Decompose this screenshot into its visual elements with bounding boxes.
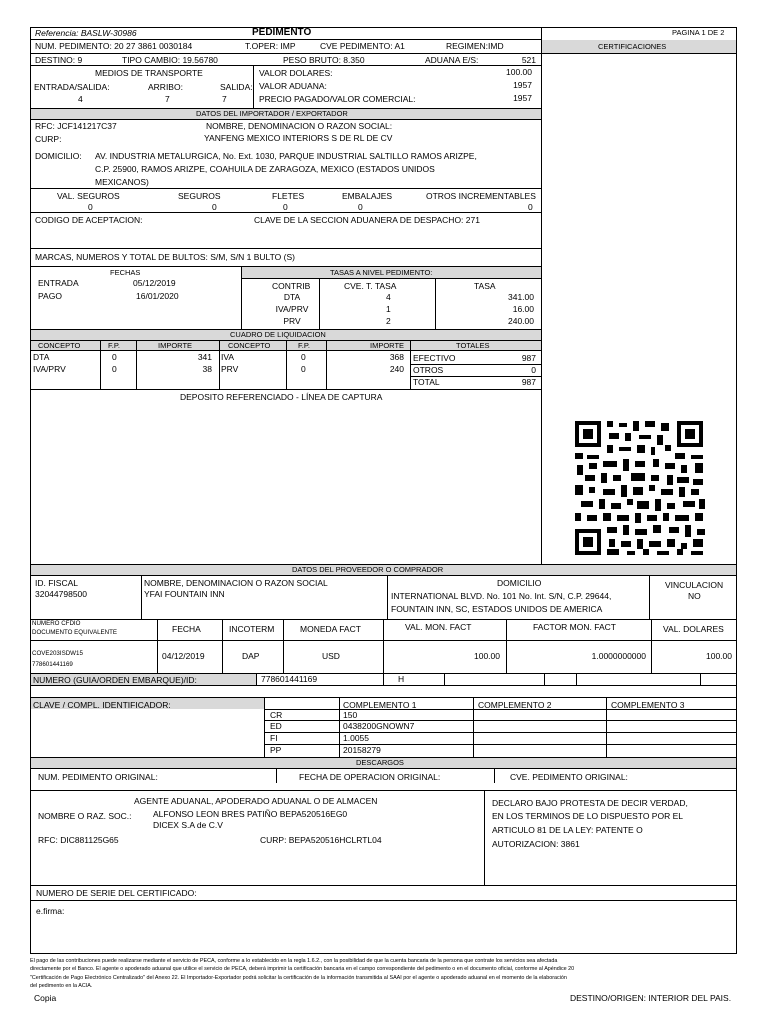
divider: [30, 119, 541, 120]
divider: [30, 900, 737, 901]
liq-h-totales: TOTALES: [456, 341, 490, 350]
tipo-cambio: TIPO CAMBIO: 19.56780: [122, 55, 218, 65]
agente-nombre-label: NOMBRE O RAZ. SOC.:: [38, 811, 132, 821]
divider: [222, 619, 223, 673]
marcas-bultos: MARCAS, NUMEROS Y TOTAL DE BULTOS: S/M, S/N 1 BULTO (S): [35, 252, 295, 262]
liq-h-fp-1: F.P.: [108, 341, 120, 350]
divider: [544, 673, 545, 685]
declaro-line-3: ARTICULO 81 DE LA LEY: PATENTE O: [492, 825, 643, 835]
complemento-3-header: COMPLEMENTO 3: [611, 700, 685, 710]
declaro-line-2: EN LOS TERMINOS DE LO DISPUESTO POR EL: [492, 811, 683, 821]
agente-rfc: RFC: DIC881125G65: [38, 835, 119, 845]
divider: [387, 575, 388, 620]
proveedor-nombre: YFAI FOUNTAIN INN: [144, 589, 225, 599]
liq-importe: 341: [197, 352, 212, 362]
divider: [219, 340, 220, 389]
fecha-value: 04/12/2019: [162, 651, 205, 661]
guia-label: NUMERO (GUIA/ORDEN EMBARQUE)/ID:: [33, 675, 197, 685]
id-fiscal: 32044798500: [35, 589, 88, 599]
fletes-value: 0: [283, 202, 288, 212]
tasas-header-contrib: CONTRIB: [272, 281, 311, 291]
precio-pagado-value: 1957: [513, 93, 532, 103]
liq-fp: 0: [301, 352, 306, 362]
pagina: PAGINA 1 DE 2: [672, 28, 725, 37]
efirma-label: e.firma:: [36, 906, 65, 916]
divider: [649, 575, 650, 620]
numero-serie-certificado: NUMERO DE SERIE DEL CERTIFICADO:: [36, 888, 197, 898]
efectivo-value: 987: [521, 353, 536, 363]
regimen: REGIMEN:IMD: [446, 41, 504, 51]
liq-fp: 0: [112, 364, 117, 374]
liq-h-importe-1: IMPORTE: [158, 341, 193, 350]
valor-dolares-value: 100.00: [506, 67, 532, 77]
divider: [30, 640, 737, 641]
cfdi-header-1: NUMERO CFDIO: [32, 620, 81, 627]
liq-concepto: IVA: [221, 352, 235, 362]
cve-pedimento: CVE PEDIMENTO: A1: [320, 41, 405, 51]
divider: [30, 39, 541, 40]
divider: [30, 575, 737, 576]
guia-tipo: H: [398, 674, 405, 684]
clave-seccion: CLAVE DE LA SECCION ADUANERA DE DESPACHO: 271: [254, 215, 480, 225]
fecha-header: FECHA: [172, 624, 201, 634]
identificador-complemento: 150: [343, 710, 358, 720]
liq-fp: 0: [112, 352, 117, 362]
divider: [241, 278, 541, 279]
divider: [286, 340, 287, 389]
valor-dolares-label: VALOR DOLARES:: [259, 68, 333, 78]
proveedor-title: DATOS DEL PROVEEDOR O COMPRADOR: [292, 565, 444, 574]
cfdi-value-2: 778601441169: [32, 661, 73, 668]
liq-concepto: IVA/PRV: [33, 364, 66, 374]
agente-nombre-1: ALFONSO LEON BRES PATIÑO BEPA520516EG0: [153, 809, 348, 819]
divider: [30, 389, 541, 390]
codigo-aceptacion: CODIGO DE ACEPTACION:: [35, 215, 143, 225]
divider: [283, 619, 284, 673]
fecha-entrada: 05/12/2019: [133, 278, 176, 288]
proveedor-domicilio-1: INTERNATIONAL BLVD. No. 101 No. Int. S/N, C.P. 29644,: [391, 591, 612, 601]
proveedor-domicilio-2: FOUNTAIN INN, SC, ESTADOS UNIDOS DE AMERICA: [391, 604, 603, 614]
otros-value: 0: [531, 365, 536, 375]
cfdi-header-2: DOCUMENTO EQUIVALENTE: [32, 629, 118, 636]
divider: [339, 697, 340, 757]
liq-h-fp-2: F.P.: [298, 341, 310, 350]
importador-title: DATOS DEL IMPORTADOR / EXPORTADOR: [196, 109, 348, 118]
domicilio-label: DOMICILIO:: [35, 151, 82, 161]
agente-nombre-2: DICEX S.A de C.V: [153, 820, 223, 830]
salida-value: 7: [222, 94, 227, 104]
val-mon-header: VAL. MON. FACT: [405, 622, 472, 632]
tasa-cve: 1: [386, 304, 391, 314]
tasa-cve: 2: [386, 316, 391, 326]
deposito-referenciado: DEPOSITO REFERENCIADO - LÍNEA DE CAPTURA: [180, 392, 383, 402]
liq-h-importe-2: IMPORTE: [370, 341, 405, 350]
tasa-value: 240.00: [508, 316, 534, 326]
precio-pagado-label: PRECIO PAGADO/VALOR COMERCIAL:: [259, 94, 416, 104]
importador-nombre: YANFENG MEXICO INTERIORS S DE RL DE CV: [204, 133, 393, 143]
identificador-clave: FI: [270, 733, 278, 743]
identificador-clave: ED: [270, 721, 282, 731]
tasas-header-cve: CVE. T. TASA: [344, 281, 397, 291]
complemento-1-header: COMPLEMENTO 1: [343, 700, 417, 710]
agente-title: AGENTE ADUANAL, APODERADO ADUANAL O DE ALMACEN: [134, 796, 378, 806]
divider: [606, 697, 607, 757]
arribo-value: 7: [165, 94, 170, 104]
legal-line: del pedimento en la ACIA.: [30, 983, 93, 990]
legal-line: directamente por el Banco. El agente o apoderado aduanal que utilice el servicio de PECA, deberá imprimir la certificación bancaria en el campo correspondiente del pedimento o en el documento oficial, conforme al Apéndice 20: [30, 966, 575, 973]
moneda-header: MONEDA FACT: [300, 624, 361, 634]
aduana-value: 521: [521, 55, 536, 65]
divider: [30, 212, 541, 213]
valor-aduana-value: 1957: [513, 80, 532, 90]
tasa-cve: 4: [386, 292, 391, 302]
embalajes-value: 0: [358, 202, 363, 212]
divider: [30, 885, 737, 886]
tasas-header-tasa: TASA: [474, 281, 496, 291]
divider: [136, 340, 137, 389]
otros-label: OTROS: [413, 365, 444, 375]
divider: [141, 575, 142, 620]
incoterm-header: INCOTERM: [229, 624, 275, 634]
divider: [506, 619, 507, 673]
num-pedimento: NUM. PEDIMENTO: 20 27 3861 0030184: [35, 41, 193, 51]
salida-label: SALIDA:: [220, 82, 253, 92]
t-oper: T.OPER: IMP: [245, 41, 296, 51]
entrada-label: ENTRADA: [38, 278, 79, 288]
domicilio-line-2: C.P. 25900, RAMOS ARIZPE, COAHUILA DE ZARAGOZA, MEXICO (ESTADOS UNIDOS: [95, 164, 435, 174]
divider: [473, 697, 474, 757]
identificador-clave: CR: [270, 710, 283, 720]
liq-importe: 368: [389, 352, 404, 362]
factor-value: 1.0000000000: [591, 651, 646, 661]
liq-importe: 38: [202, 364, 212, 374]
divider: [30, 65, 541, 66]
destino: DESTINO: 9: [35, 55, 83, 65]
peso-bruto: PESO BRUTO: 8.350: [283, 55, 365, 65]
arribo-label: ARRIBO:: [148, 82, 183, 92]
entrada-salida-label: ENTRADA/SALIDA:: [34, 82, 110, 92]
val-dolares-header: VAL. DOLARES: [663, 624, 724, 634]
seguros-value: 0: [212, 202, 217, 212]
liq-h-concepto-1: CONCEPTO: [38, 341, 81, 350]
vinculacion-label: VINCULACION: [665, 580, 724, 590]
liq-importe: 240: [389, 364, 404, 374]
val-seguros-label: VAL. SEGUROS: [57, 191, 120, 201]
legal-line: El pago de las contribuciones puede realizarse mediante el servicio de PECA, conforme a lo establecido en la regla 1.6.2., con la posibilidad de que la cuenta bancaria de la persona que contrate los servicios sea afectada: [30, 958, 558, 964]
page-title: PEDIMENTO: [252, 27, 312, 38]
complemento-2-header: COMPLEMENTO 2: [478, 700, 552, 710]
liq-h-concepto-2: CONCEPTO: [228, 341, 271, 350]
liq-fp: 0: [301, 364, 306, 374]
id-fiscal-label: ID. FISCAL: [35, 578, 78, 588]
identificador-clave: PP: [270, 745, 282, 755]
tasa-value: 341.00: [508, 292, 534, 302]
divider: [383, 619, 384, 673]
divider: [484, 790, 485, 885]
divider: [264, 709, 737, 710]
vinculacion-value: NO: [688, 591, 701, 601]
embalajes-label: EMBALAJES: [342, 191, 393, 201]
divider: [651, 619, 652, 673]
valor-aduana-label: VALOR ADUANA:: [259, 81, 327, 91]
val-mon-value: 100.00: [474, 651, 500, 661]
qr-code-icon: [573, 419, 707, 557]
cfdi-value-1: COVE203ISDW15: [32, 650, 83, 657]
certificaciones-label: CERTIFICACIONES: [598, 42, 667, 51]
divider: [264, 732, 737, 733]
proveedor-nombre-label: NOMBRE, DENOMINACION O RAZON SOCIAL: [144, 578, 328, 588]
transporte-title: MEDIOS DE TRANSPORTE: [95, 68, 203, 78]
entrada-salida-value: 4: [78, 94, 83, 104]
divider: [326, 340, 327, 389]
liq-concepto: DTA: [33, 352, 50, 362]
val-dolares-value: 100.00: [706, 651, 732, 661]
factor-header: FACTOR MON. FACT: [533, 622, 616, 632]
pago-label: PAGO: [38, 291, 62, 301]
tasas-title: TASAS A NIVEL PEDIMENTO:: [330, 268, 433, 277]
certificaciones-divider: [541, 27, 542, 564]
agente-curp: CURP: BEPA520516HCLRTL04: [260, 835, 382, 845]
fechas-title: FECHAS: [110, 268, 141, 277]
divider: [383, 673, 384, 685]
divider: [30, 188, 541, 189]
divider: [276, 769, 277, 783]
divider: [30, 248, 541, 249]
divider: [30, 685, 737, 686]
declaro-line-1: DECLARO BAJO PROTESTA DE DECIR VERDAD,: [492, 798, 688, 808]
importador-nombre-label: NOMBRE, DENOMINACION O RAZON SOCIAL:: [206, 121, 393, 131]
divider: [253, 65, 254, 108]
identificador-label: CLAVE / COMPL. IDENTIFICADOR:: [33, 700, 171, 710]
divider: [256, 673, 257, 685]
guia-value: 778601441169: [261, 674, 318, 684]
moneda-value: USD: [322, 651, 340, 661]
tasa-value: 16.00: [512, 304, 534, 314]
liq-concepto: PRV: [221, 364, 239, 374]
liquidacion-title: CUADRO DE LIQUIDACION: [230, 330, 326, 339]
divider: [264, 744, 737, 745]
descargos-title: DESCARGOS: [356, 758, 404, 767]
identificador-complemento: 20158279: [343, 745, 381, 755]
legal-line: "Certificación de Pago Electrónico Centralizado" del Anexo 22. El Importador-Exportador podrá solicitar la certificación de la información transmitida al SAAI por el agente o apoderado aduanal en el momento de la elaboración: [30, 974, 567, 981]
divider: [494, 769, 495, 783]
tasa-contrib: IVA/PRV: [275, 304, 309, 314]
divider: [264, 697, 265, 757]
divider: [30, 768, 737, 769]
tasa-contrib: DTA: [283, 292, 301, 302]
importador-curp: CURP:: [35, 134, 62, 144]
domicilio-line-1: AV. INDUSTRIA METALURGICA, No. Ext. 1030, PARQUE INDUSTRIAL SALTILLO RAMOS ARIZPE,: [95, 151, 477, 161]
identificador-complemento: 0438200GNOWN7: [343, 721, 415, 731]
incoterm-value: DAP: [242, 651, 260, 661]
fecha-operacion-original: FECHA DE OPERACION ORIGINAL:: [299, 772, 441, 782]
tasa-contrib: PRV: [283, 316, 301, 326]
divider: [435, 278, 436, 329]
divider: [100, 340, 101, 389]
seguros-label: SEGUROS: [178, 191, 221, 201]
importador-rfc: RFC: JCF141217C37: [35, 121, 117, 131]
divider: [30, 790, 737, 791]
divider: [576, 673, 577, 685]
referencia: Referencia: BASLW-30986: [35, 28, 137, 38]
divider: [700, 673, 701, 685]
divider: [30, 53, 737, 54]
fletes-label: FLETES: [272, 191, 305, 201]
fecha-pago: 16/01/2020: [136, 291, 179, 301]
cve-pedimento-original: CVE. PEDIMENTO ORIGINAL:: [510, 772, 628, 782]
destino-origen: DESTINO/ORIGEN: INTERIOR DEL PAIS.: [570, 993, 732, 1003]
identificador-complemento: 1.0055: [343, 733, 369, 743]
val-seguros-value: 0: [88, 202, 93, 212]
aduana-label: ADUANA E/S:: [425, 55, 479, 65]
total-label: TOTAL: [413, 377, 440, 387]
total-value: 987: [521, 377, 536, 387]
otros-incrementables-value: 0: [528, 202, 533, 212]
divider: [444, 673, 445, 685]
num-pedimento-original: NUM. PEDIMENTO ORIGINAL:: [38, 772, 158, 782]
legal-notice: [30, 957, 737, 991]
divider: [157, 619, 158, 673]
divider: [264, 720, 737, 721]
declaro-line-4: AUTORIZACION: 3861: [492, 839, 580, 849]
otros-incrementables-label: OTROS INCREMENTABLES: [426, 191, 536, 201]
domicilio-line-3: MEXICANOS): [95, 177, 149, 187]
efectivo-label: EFECTIVO: [413, 353, 456, 363]
proveedor-domicilio-label: DOMICILIO: [497, 578, 542, 588]
copia-label: Copia: [34, 993, 57, 1003]
